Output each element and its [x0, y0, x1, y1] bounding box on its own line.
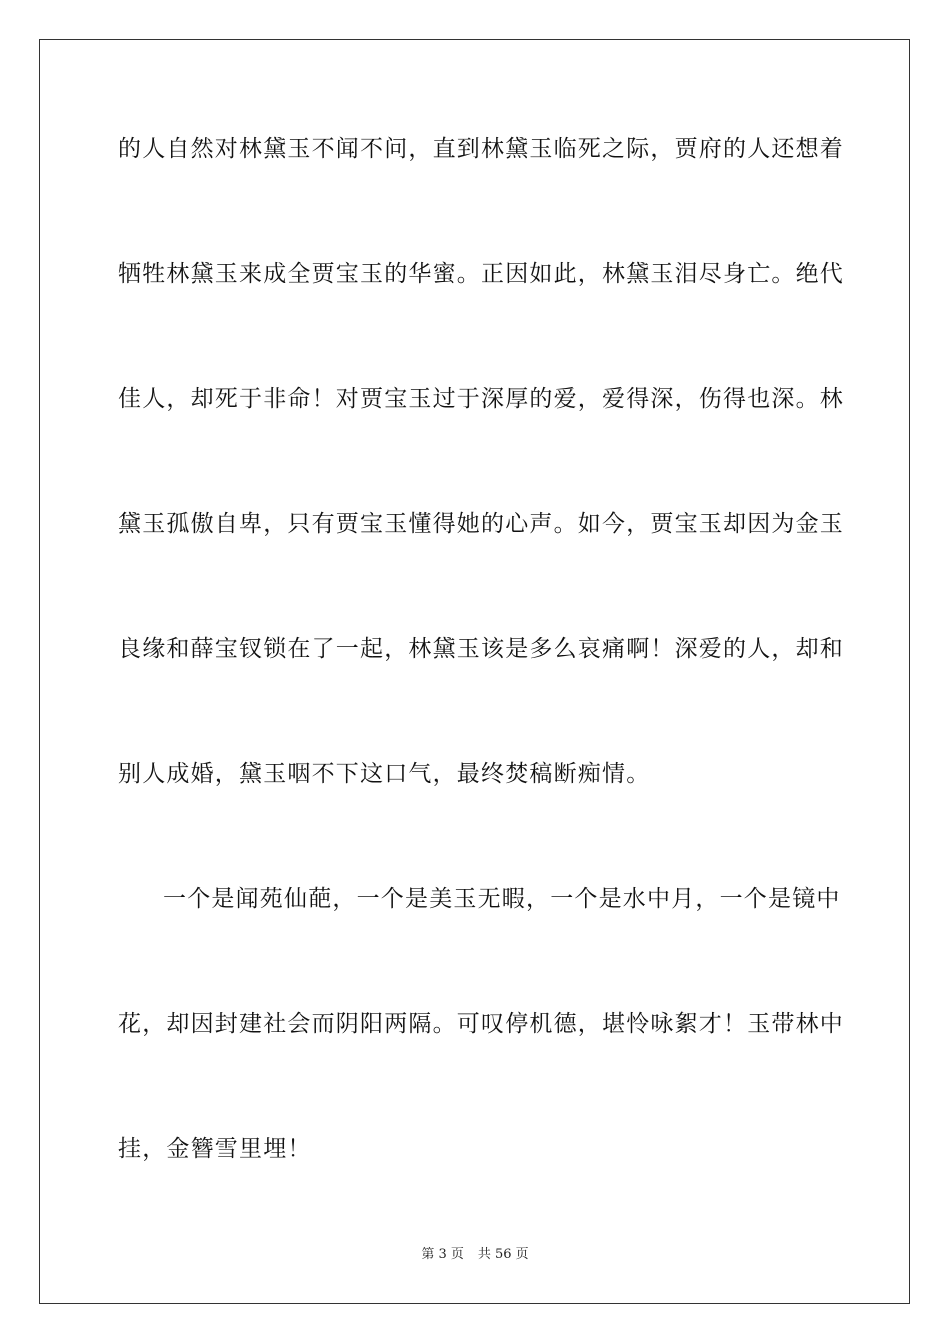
body-text-line: 黛玉孤傲自卑，只有贾宝玉懂得她的心声。如今，贾宝玉却因为金玉 [118, 511, 844, 537]
body-text-line: 花，却因封建社会而阴阳两隔。可叹停机德，堪怜咏絮才！玉带林中 [118, 1011, 844, 1037]
paragraph-first-line: 一个是闻苑仙葩，一个是美玉无暇，一个是水中月，一个是镜中 [163, 886, 841, 912]
body-text-line: 的人自然对林黛玉不闻不问，直到林黛玉临死之际，贾府的人还想着 [118, 136, 844, 162]
page-number: 第 3 页 [421, 1247, 464, 1262]
page-border [39, 39, 910, 1304]
body-text-line: 挂，金簪雪里埋！ [118, 1136, 312, 1162]
total-pages: 共 56 页 [477, 1247, 529, 1262]
body-text-line: 牺牲林黛玉来成全贾宝玉的华蜜。正因如此，林黛玉泪尽身亡。绝代 [118, 261, 844, 287]
page-footer [0, 1246, 950, 1264]
body-text-line: 佳人，却死于非命！对贾宝玉过于深厚的爱，爱得深，伤得也深。林 [118, 386, 844, 412]
body-text-line: 良缘和薛宝钗锁在了一起，林黛玉该是多么哀痛啊！深爱的人，却和 [118, 636, 844, 662]
body-text-line: 别人成婚，黛玉咽不下这口气，最终焚稿断痴情。 [118, 761, 651, 787]
